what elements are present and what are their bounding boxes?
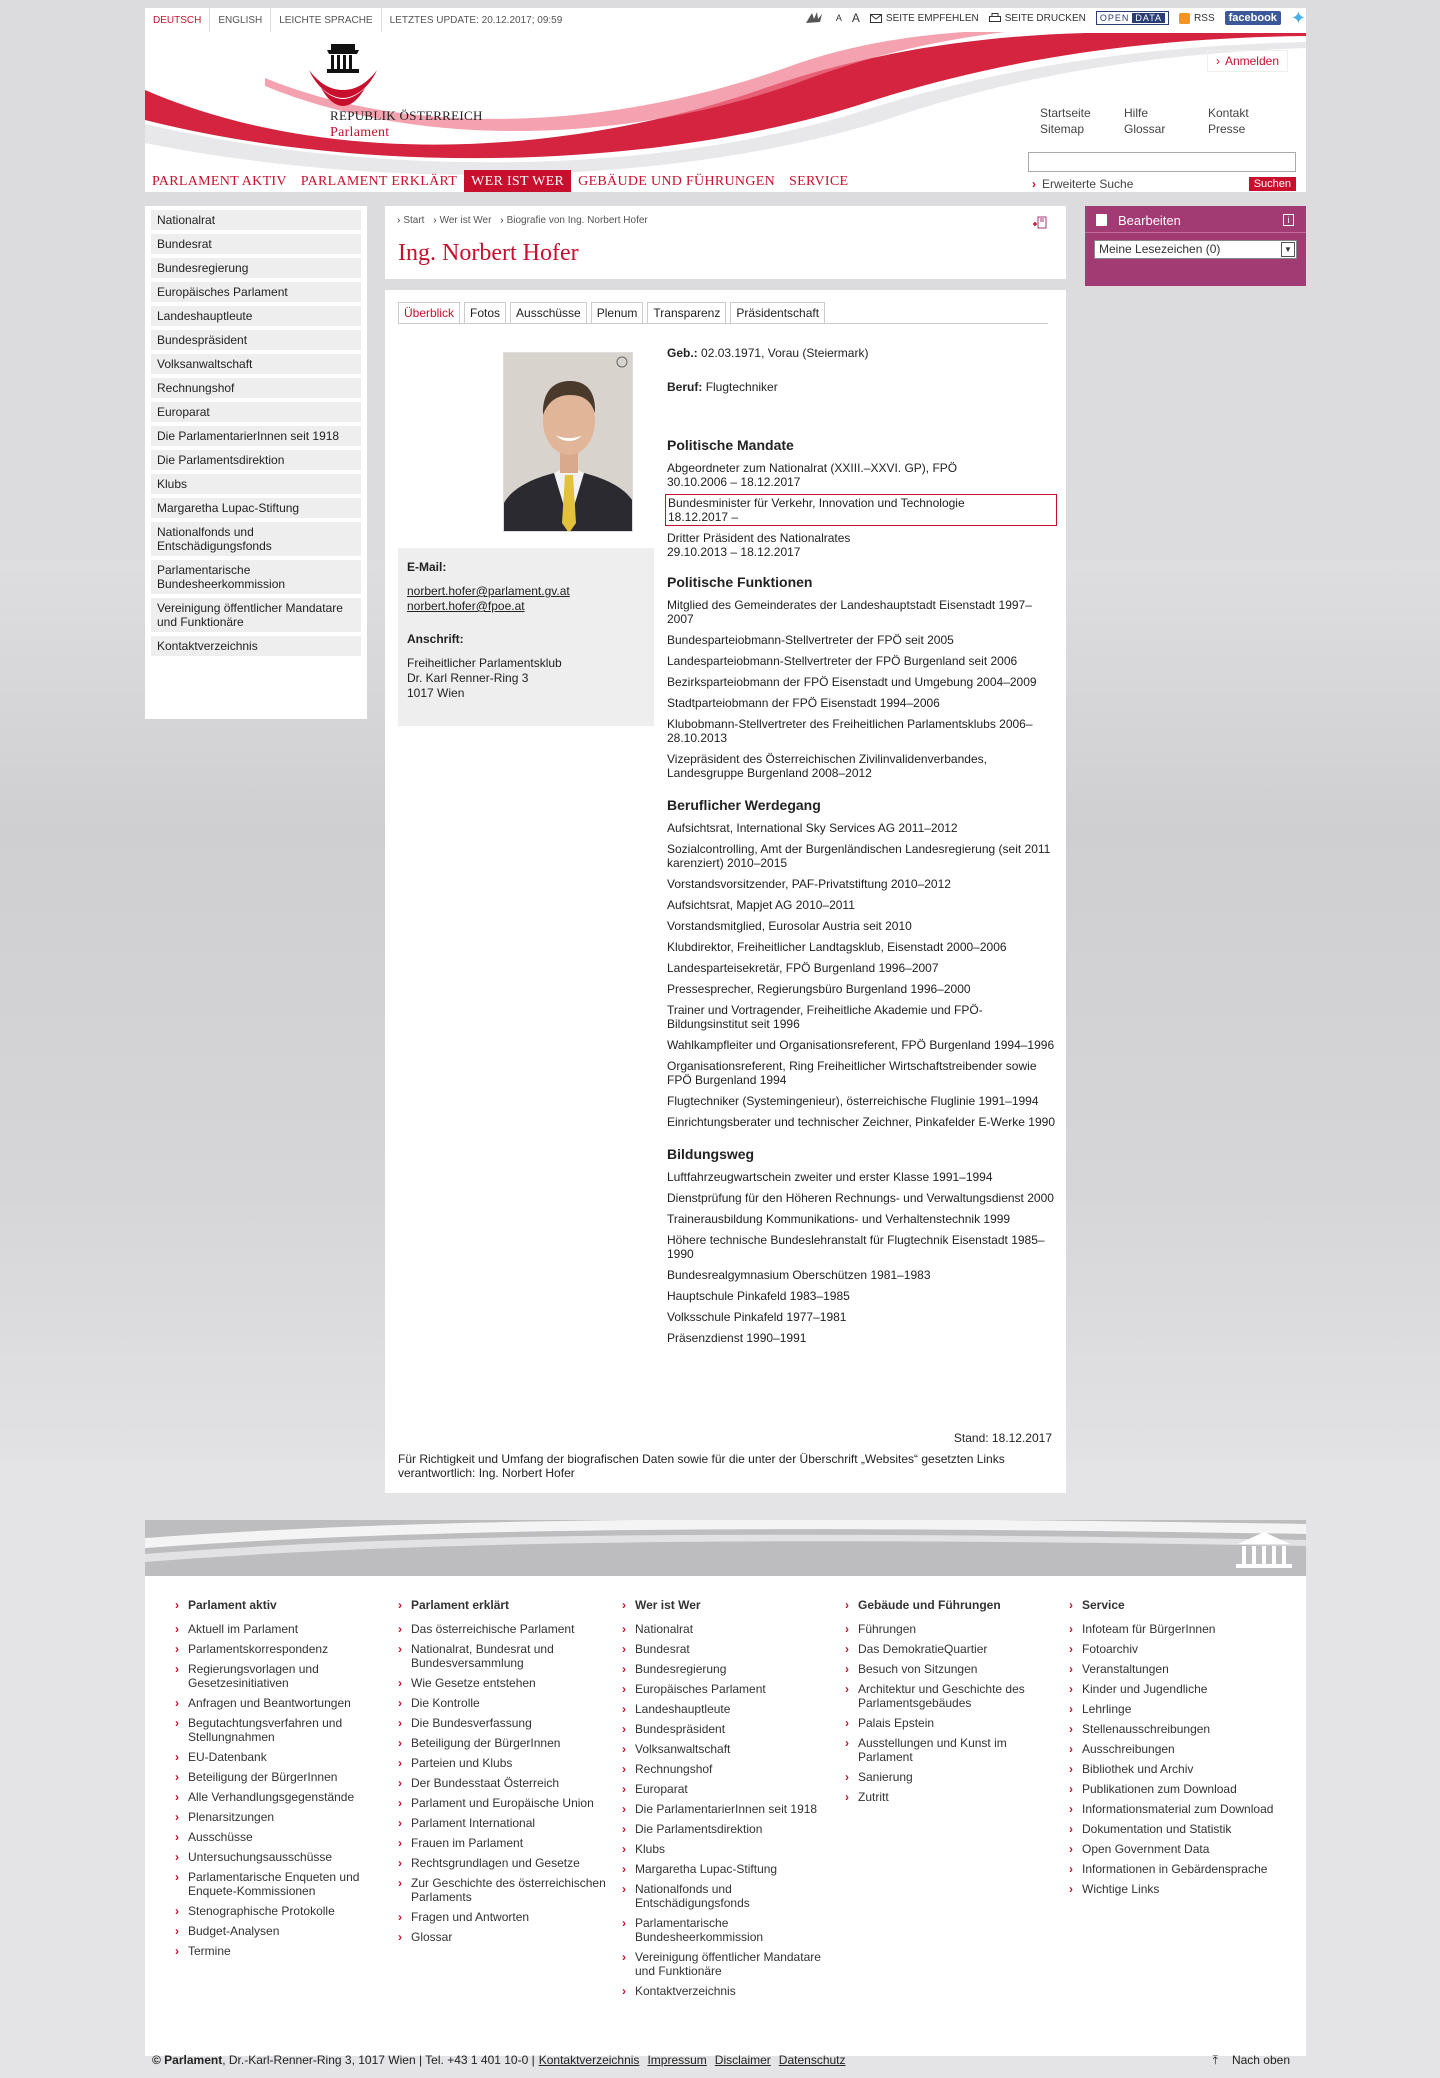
last-update: LETZTES UPDATE: 20.12.2017; 09:59	[389, 15, 563, 26]
education-item: Präsenzdienst 1990–1991	[667, 1331, 807, 1345]
footer-link[interactable]: › Untersuchungsausschüsse	[175, 1850, 385, 1864]
footer-link[interactable]: › Wie Gesetze entstehen	[398, 1676, 608, 1690]
footer-link[interactable]: › Die Kontrolle	[398, 1696, 608, 1710]
font-small-button[interactable]: A	[835, 13, 842, 23]
mandate-item: Dritter Präsident des Nationalrates 29.10.2013 – 18.12.2017	[667, 531, 851, 559]
career-item: Landesparteisekretär, FPÖ Burgenland 1996–2007	[667, 961, 939, 975]
recommend-label: SEITE EMPFEHLEN	[885, 12, 979, 24]
bookmarks-select[interactable]	[1094, 240, 1297, 259]
career-item: Pressesprecher, Regierungsbüro Burgenland 1996–2000	[667, 982, 971, 996]
career-item: Trainer und Vortragender, Freiheitliche Akademie und FPÖ-Bildungsinstitut seit 1996	[667, 1003, 983, 1031]
footer-link[interactable]: › Parlamentarische Bundesheerkommission	[622, 1916, 832, 1944]
footer-link[interactable]: › Die Parlamentsdirektion	[622, 1822, 832, 1836]
sidebar-item-kontaktverzeichnis[interactable]: Kontaktverzeichnis	[151, 636, 361, 656]
tab-fotos[interactable]: Fotos	[464, 302, 506, 323]
footer-col-title[interactable]: › Gebäude und Führungen	[845, 1598, 1055, 1612]
footer-link[interactable]: › Parlament und Europäische Union	[398, 1796, 608, 1810]
print-label: SEITE DRUCKEN	[1004, 12, 1086, 24]
lang-deutsch[interactable]: DEUTSCH	[145, 8, 210, 32]
address-label: Anschrift:	[407, 632, 464, 646]
nav-parlament-erklaert[interactable]: PARLAMENT ERKLÄRT	[300, 174, 458, 189]
footer-link[interactable]: › Palais Epstein	[845, 1716, 1055, 1730]
breadcrumb-current: › Biografie von Ing. Norbert Hofer	[500, 215, 648, 226]
utility-bar	[804, 8, 1306, 28]
back-to-top[interactable]	[1213, 2053, 1290, 2068]
address-line-1: Freiheitlicher Parlamentsklub	[407, 656, 562, 670]
sidebar-item-rechnungshof[interactable]: Rechnungshof	[151, 378, 361, 398]
footer-link[interactable]: › Rechtsgrundlagen und Gesetze	[398, 1856, 608, 1870]
footer-link[interactable]: › Nationalrat, Bundesrat und Bundesversammlung	[398, 1642, 608, 1670]
stand-date: Stand: 18.12.2017	[953, 1431, 1052, 1445]
bottom-link-datenschutz[interactable]: Datenschutz	[778, 2053, 846, 2067]
recommend-link[interactable]	[870, 13, 979, 24]
sidebar-item-volksanwaltschaft[interactable]: Volksanwaltschaft	[151, 354, 361, 374]
portrait-image	[504, 353, 633, 532]
footer-link[interactable]: › Frauen im Parlament	[398, 1836, 608, 1850]
bottom-link-kontaktverzeichnis[interactable]: Kontaktverzeichnis	[538, 2053, 640, 2067]
footer-link[interactable]: › Infoteam für BürgerInnen	[1069, 1622, 1279, 1636]
footer-link[interactable]: › Das österreichische Parlament	[398, 1622, 608, 1636]
function-item: Landesparteiobmann-Stellvertreter der FPÖ Burgenland seit 2006	[667, 654, 1018, 668]
footer-wave-graphic	[145, 1520, 1306, 1576]
footer-col-title[interactable]: › Wer ist Wer	[622, 1598, 832, 1612]
footer-link[interactable]: › Beteiligung der BürgerInnen	[175, 1770, 385, 1784]
sidebar-item-parlamentsdirektion[interactable]: Die Parlamentsdirektion	[151, 450, 361, 470]
function-item: Mitglied des Gemeinderates der Landeshauptstadt Eisenstadt 1997–2007	[667, 598, 1032, 626]
footer-col-title[interactable]: › Parlament erklärt	[398, 1598, 608, 1612]
job-label: Beruf:	[667, 380, 703, 394]
contact-box	[398, 548, 654, 726]
search-input[interactable]	[1028, 152, 1296, 172]
lang-leichte-sprache[interactable]: LEICHTE SPRACHE	[271, 8, 381, 32]
bottom-bar	[145, 2050, 1306, 2070]
lang-english[interactable]: ENGLISH	[210, 8, 271, 32]
arrow-up-icon: ⤒	[1212, 2053, 1218, 2067]
footer-link[interactable]: › Beteiligung der BürgerInnen	[398, 1736, 608, 1750]
footer-link[interactable]: › Klubs	[622, 1842, 832, 1856]
sidebar-item-bundesrat[interactable]: Bundesrat	[151, 234, 361, 254]
search-button[interactable]: Suchen	[1249, 177, 1296, 191]
mandates-heading: Politische Mandate	[667, 437, 794, 453]
nav-wer-ist-wer[interactable]: WER IST WER	[464, 170, 571, 192]
footer-link[interactable]: › Parlamentarische Enqueten und Enquete-Kommissionen	[175, 1870, 385, 1898]
font-large-button[interactable]: A	[851, 11, 860, 25]
function-item: Bundesparteiobmann-Stellvertreter der FPÖ seit 2005	[667, 633, 954, 647]
education-item: Bundesrealgymnasium Oberschützen 1981–1983	[667, 1268, 931, 1282]
nav-gebaeude-fuehrungen[interactable]: GEBÄUDE UND FÜHRUNGEN	[578, 174, 776, 189]
sidebar-item-bundespraesident[interactable]: Bundespräsident	[151, 330, 361, 350]
footer-link[interactable]: › Führungen	[845, 1622, 1055, 1636]
rss-icon	[1179, 13, 1190, 24]
open-data-link[interactable]	[1096, 11, 1169, 25]
footer-link[interactable]: › Termine	[175, 1944, 385, 1958]
footer-link[interactable]: › Aktuell im Parlament	[175, 1622, 385, 1636]
footer-link[interactable]: › Informationsmaterial zum Download	[1069, 1802, 1279, 1816]
twitter-icon[interactable]: ✦	[1290, 8, 1306, 28]
sidebar-item-parlamentarierinnen[interactable]: Die ParlamentarierInnen seit 1918	[151, 426, 361, 446]
mandate-item: Abgeordneter zum Nationalrat (XXIII.–XXVI. GP), FPÖ 30.10.2006 – 18.12.2017	[667, 461, 958, 489]
footer-link[interactable]: › Veranstaltungen	[1069, 1662, 1279, 1676]
sidebar-item-nationalfonds[interactable]: Nationalfonds und Entschädigungsfonds	[151, 522, 361, 556]
footer-link[interactable]: › Wichtige Links	[1069, 1882, 1279, 1896]
education-item: Luftfahrzeugwartschein zweiter und erster Klasse 1991–1994	[667, 1170, 993, 1184]
education-item: Höhere technische Bundeslehranstalt für Flugtechnik Eisenstadt 1985–1990	[667, 1233, 1045, 1261]
sidebar-item-vereinigung[interactable]: Vereinigung öffentlicher Mandatare und Funktionäre	[151, 598, 361, 632]
sidebar-item-bundesregierung[interactable]: Bundesregierung	[151, 258, 361, 278]
function-item: Vizepräsident des Österreichischen Zivilinvalidenverbandes, Landesgruppe Burgenland 2008–2012	[667, 752, 987, 780]
job-value: Flugtechniker	[705, 380, 778, 394]
print-link[interactable]	[989, 13, 1086, 24]
portrait-photo	[503, 352, 633, 532]
footer-link[interactable]: › Informationen in Gebärdensprache	[1069, 1862, 1279, 1876]
footer-link[interactable]: › Publikationen zum Download	[1069, 1782, 1279, 1796]
email-label: E-Mail:	[407, 560, 447, 574]
imprint-address: , Dr.-Karl-Renner-Ring 3, 1017 Wien | Tel. +43 1 401 10-0 |	[222, 2053, 535, 2067]
envelope-icon	[870, 14, 882, 23]
logo-text[interactable]	[330, 108, 483, 141]
function-item: Klubobmann-Stellvertreter des Freiheitlichen Parlamentsklubs 2006–28.10.2013	[667, 717, 1033, 745]
printer-icon	[989, 13, 1001, 23]
born-value: 02.03.1971, Vorau (Steiermark)	[701, 346, 869, 360]
footer-link[interactable]: › Europarat	[622, 1782, 832, 1796]
widget-title: Bearbeiten	[1118, 213, 1181, 228]
education-heading: Bildungsweg	[667, 1146, 755, 1162]
link-glossar[interactable]: Glossar	[1124, 122, 1166, 136]
born-label: Geb.:	[667, 346, 698, 360]
footer-link[interactable]: › Ausstellungen und Kunst im Parlament	[845, 1736, 1055, 1764]
breadcrumb-start[interactable]: › Start	[397, 215, 424, 226]
born-row	[667, 346, 1055, 360]
address-line-2: Dr. Karl Renner-Ring 3	[407, 671, 529, 685]
nav-parlament-aktiv[interactable]: PARLAMENT AKTIV	[152, 174, 287, 189]
link-kontakt[interactable]: Kontakt	[1208, 106, 1249, 120]
footer-col-parlament-aktiv	[175, 1598, 385, 1964]
rss-label: RSS	[1194, 12, 1215, 24]
career-item: Klubdirektor, Freiheitlicher Landtagsklub, Eisenstadt 2000–2006	[667, 940, 1007, 954]
footer-link[interactable]: › Ausschüsse	[175, 1830, 385, 1844]
link-sitemap[interactable]: Sitemap	[1040, 122, 1085, 136]
copyright-org: © Parlament	[152, 2053, 223, 2067]
content-main	[385, 290, 1066, 1493]
open-data-text-2: DATA	[1132, 13, 1165, 23]
footer-link[interactable]: › Regierungsvorlagen und Gesetzesinitiativen	[175, 1662, 385, 1690]
footer-link[interactable]: › Vereinigung öffentlicher Mandatare und Funktionäre	[622, 1950, 832, 1978]
login-label: Anmelden	[1224, 54, 1279, 68]
footer-link[interactable]: › Volksanwaltschaft	[622, 1742, 832, 1756]
footer-link[interactable]: › Besuch von Sitzungen	[845, 1662, 1055, 1676]
footer-col-wer-ist-wer	[622, 1598, 832, 2004]
mandate-item-highlighted: Bundesminister für Verkehr, Innovation und Technologie 18.12.2017 –	[665, 494, 1057, 526]
footer-link[interactable]: › Architektur und Geschichte des Parlamentsgebäudes	[845, 1682, 1055, 1710]
sidebar-item-klubs[interactable]: Klubs	[151, 474, 361, 494]
footer-link[interactable]: › Bibliothek und Archiv	[1069, 1762, 1279, 1776]
footer-link[interactable]: › Stenographische Protokolle	[175, 1904, 385, 1918]
tab-praesidentschaft[interactable]: Präsidentschaft	[730, 302, 825, 323]
footer-link[interactable]: › Dokumentation und Statistik	[1069, 1822, 1279, 1836]
footer-col-service	[1069, 1598, 1279, 1902]
content-header	[385, 206, 1066, 279]
nav-service[interactable]: SERVICE	[789, 174, 849, 189]
link-presse[interactable]: Presse	[1208, 122, 1246, 136]
job-row	[667, 380, 1055, 394]
tab-ueberblick[interactable]: Überblick	[398, 302, 460, 323]
footer-banner	[145, 1520, 1306, 1576]
profile-tabs	[398, 302, 1048, 324]
education-item: Dienstprüfung für den Höheren Rechnungs- und Verwaltungsdienst 2000	[667, 1191, 1054, 1205]
sign-language-icon[interactable]	[804, 11, 826, 25]
career-item: Organisationsreferent, Ring Freiheitlicher Wirtschaftstreibender sowie FPÖ Burgenland 1994	[667, 1059, 1037, 1087]
education-item: Volksschule Pinkafeld 1977–1981	[667, 1310, 847, 1324]
career-item: Aufsichtsrat, Mapjet AG 2010–2011	[667, 898, 855, 912]
tab-ausschuesse[interactable]: Ausschüsse	[510, 302, 587, 323]
chevron-right-icon: ›	[1215, 54, 1220, 68]
address-line-3: 1017 Wien	[407, 686, 465, 700]
facebook-link[interactable]: facebook	[1225, 11, 1281, 25]
career-item: Sozialcontrolling, Amt der Burgenländischen Landesregierung (seit 2011 karenziert) 2010–2015	[667, 842, 1051, 870]
link-hilfe[interactable]: Hilfe	[1124, 106, 1149, 120]
edit-widget	[1085, 206, 1306, 286]
footer-link[interactable]: › Begutachtungsverfahren und Stellungnahmen	[175, 1716, 385, 1744]
footer-link[interactable]: › Parteien und Klubs	[398, 1756, 608, 1770]
bottom-link-disclaimer[interactable]: Disclaimer	[714, 2053, 771, 2067]
widget-header	[1085, 206, 1306, 233]
email-link-parlament[interactable]: norbert.hofer@parlament.gv.at	[407, 584, 570, 598]
footer-link[interactable]: › Die ParlamentarierInnen seit 1918	[622, 1802, 832, 1816]
link-startseite[interactable]: Startseite	[1040, 106, 1091, 120]
footer-link[interactable]: › Bundespräsident	[622, 1722, 832, 1736]
footer-col-title[interactable]: › Parlament aktiv	[175, 1598, 385, 1612]
footer-link[interactable]: › Ausschreibungen	[1069, 1742, 1279, 1756]
breadcrumb	[397, 215, 654, 226]
footer-link[interactable]: › Fragen und Antworten	[398, 1910, 608, 1924]
footer-link[interactable]: › Europäisches Parlament	[622, 1682, 832, 1696]
bookmark-add-icon[interactable]	[1032, 216, 1048, 230]
career-heading: Beruflicher Werdegang	[667, 797, 821, 813]
site-footer	[145, 1576, 1306, 2056]
sidebar-item-landeshauptleute[interactable]: Landeshauptleute	[151, 306, 361, 326]
footer-col-parlament-erklaert	[398, 1598, 608, 1950]
site-header	[145, 8, 1306, 192]
footer-link[interactable]: › Fotoarchiv	[1069, 1642, 1279, 1656]
footer-col-title[interactable]: › Service	[1069, 1598, 1279, 1612]
footer-link[interactable]: › Sanierung	[845, 1770, 1055, 1784]
email-link-fpoe[interactable]: norbert.hofer@fpoe.at	[407, 599, 525, 613]
career-item: Einrichtungsberater und technischer Zeichner, Pinkafelder E-Werke 1990	[667, 1115, 1055, 1129]
career-item: Vorstandsvorsitzender, PAF-Privatstiftung 2010–2012	[667, 877, 951, 891]
footer-link[interactable]: › Stellenausschreibungen	[1069, 1722, 1279, 1736]
footer-link[interactable]: › Nationalrat	[622, 1622, 832, 1636]
footer-link[interactable]: › Landeshauptleute	[622, 1702, 832, 1716]
open-data-text-1: OPEN	[1099, 13, 1130, 23]
breadcrumb-wer-ist-wer[interactable]: › Wer ist Wer	[433, 215, 491, 226]
footer-link[interactable]: › Der Bundesstaat Österreich	[398, 1776, 608, 1790]
footer-link[interactable]: › Kinder und Jugendliche	[1069, 1682, 1279, 1696]
logo-line-parlament: Parlament	[330, 125, 390, 140]
sidebar-item-bundesheerkommission[interactable]: Parlamentarische Bundesheerkommission	[151, 560, 361, 594]
career-item: Vorstandsmitglied, Eurosolar Austria seit 2010	[667, 919, 912, 933]
career-item: Aufsichtsrat, International Sky Services AG 2011–2012	[667, 821, 958, 835]
footer-link[interactable]: › EU-Datenbank	[175, 1750, 385, 1764]
footer-link[interactable]: › Rechnungshof	[622, 1762, 832, 1776]
footer-link[interactable]: › Zur Geschichte des österreichischen Parlaments	[398, 1876, 608, 1904]
career-item: Flugtechniker (Systemingenieur), österreichische Fluglinie 1991–1994	[667, 1094, 1039, 1108]
tab-transparenz[interactable]: Transparenz	[647, 302, 726, 323]
parliament-logo-icon[interactable]	[307, 40, 379, 110]
bio-disclaimer: Für Richtigkeit und Umfang der biografischen Daten sowie für die unter der Überschrift „Websites“ gesetzten Links verantwortlich: Ing. Norbert Hofer	[398, 1452, 1005, 1480]
footer-link[interactable]: › Budget-Analysen	[175, 1924, 385, 1938]
back-to-top-label: Nach oben	[1231, 2053, 1290, 2067]
footer-link[interactable]: › Lehrlinge	[1069, 1702, 1279, 1716]
sidebar-item-europarat[interactable]: Europarat	[151, 402, 361, 422]
search-area	[1028, 152, 1296, 191]
footer-link[interactable]: › Parlament International	[398, 1816, 608, 1830]
footer-link[interactable]: › Bundesrat	[622, 1642, 832, 1656]
language-bar	[145, 8, 570, 32]
footer-link[interactable]: › Margaretha Lupac-Stiftung	[622, 1862, 832, 1876]
footer-link[interactable]: › Die Bundesverfassung	[398, 1716, 608, 1730]
footer-col-gebaeude	[845, 1598, 1055, 1810]
footer-link[interactable]: › Alle Verhandlungsgegenstände	[175, 1790, 385, 1804]
functions-heading: Politische Funktionen	[667, 574, 813, 590]
advanced-search-link[interactable]: › Erweiterte Suche	[1028, 177, 1133, 191]
footer-link[interactable]: › Plenarsitzungen	[175, 1810, 385, 1824]
parliament-building-icon	[1234, 1530, 1294, 1570]
bookmark-icon	[1096, 214, 1107, 226]
education-item: Trainerausbildung Kommunikations- und Verhaltenstechnik 1999	[667, 1212, 1011, 1226]
logo-line-republik: REPUBLIK ÖSTERREICH	[330, 108, 483, 123]
top-links	[1040, 106, 1292, 136]
bookmarks-select-value: Meine Lesezeichen (0)	[1099, 242, 1221, 256]
sidebar-item-lupac-stiftung[interactable]: Margaretha Lupac-Stiftung	[151, 498, 361, 518]
bottom-link-impressum[interactable]: Impressum	[647, 2053, 707, 2067]
footer-link[interactable]: › Parlamentskorrespondenz	[175, 1642, 385, 1656]
footer-link[interactable]: › Bundesregierung	[622, 1662, 832, 1676]
tab-plenum[interactable]: Plenum	[591, 302, 644, 323]
education-item: Hauptschule Pinkafeld 1983–1985	[667, 1289, 850, 1303]
main-nav	[145, 170, 855, 192]
chevron-down-icon: ▼	[1281, 242, 1295, 257]
footer-link[interactable]: › Das DemokratieQuartier	[845, 1642, 1055, 1656]
footer-link[interactable]: › Zutritt	[845, 1790, 1055, 1804]
footer-link[interactable]: › Kontaktverzeichnis	[622, 1984, 832, 1998]
page-title: Ing. Norbert Hofer	[398, 240, 579, 266]
imprint-line	[152, 2053, 846, 2067]
function-item: Stadtparteiobmann der FPÖ Eisenstadt 1994–2006	[667, 696, 940, 710]
footer-link[interactable]: › Open Government Data	[1069, 1842, 1279, 1856]
footer-link[interactable]: › Nationalfonds und Entschädigungsfonds	[622, 1882, 832, 1910]
login-button[interactable]	[1207, 50, 1288, 72]
biography	[667, 346, 1055, 1352]
function-item: Bezirksparteiobmann der FPÖ Eisenstadt und Umgebung 2004–2009	[667, 675, 1037, 689]
rss-link[interactable]	[1179, 13, 1215, 24]
footer-link[interactable]: › Anfragen und Beantwortungen	[175, 1696, 385, 1710]
sidebar-item-europaeisches-parlament[interactable]: Europäisches Parlament	[151, 282, 361, 302]
career-item: Wahlkampfleiter und Organisationsreferent, FPÖ Burgenland 1994–1996	[667, 1038, 1055, 1052]
info-icon[interactable]: i	[1283, 214, 1294, 226]
sidebar-item-nationalrat[interactable]: Nationalrat	[151, 210, 361, 230]
sidebar-nav	[145, 206, 367, 719]
footer-link[interactable]: › Glossar	[398, 1930, 608, 1944]
